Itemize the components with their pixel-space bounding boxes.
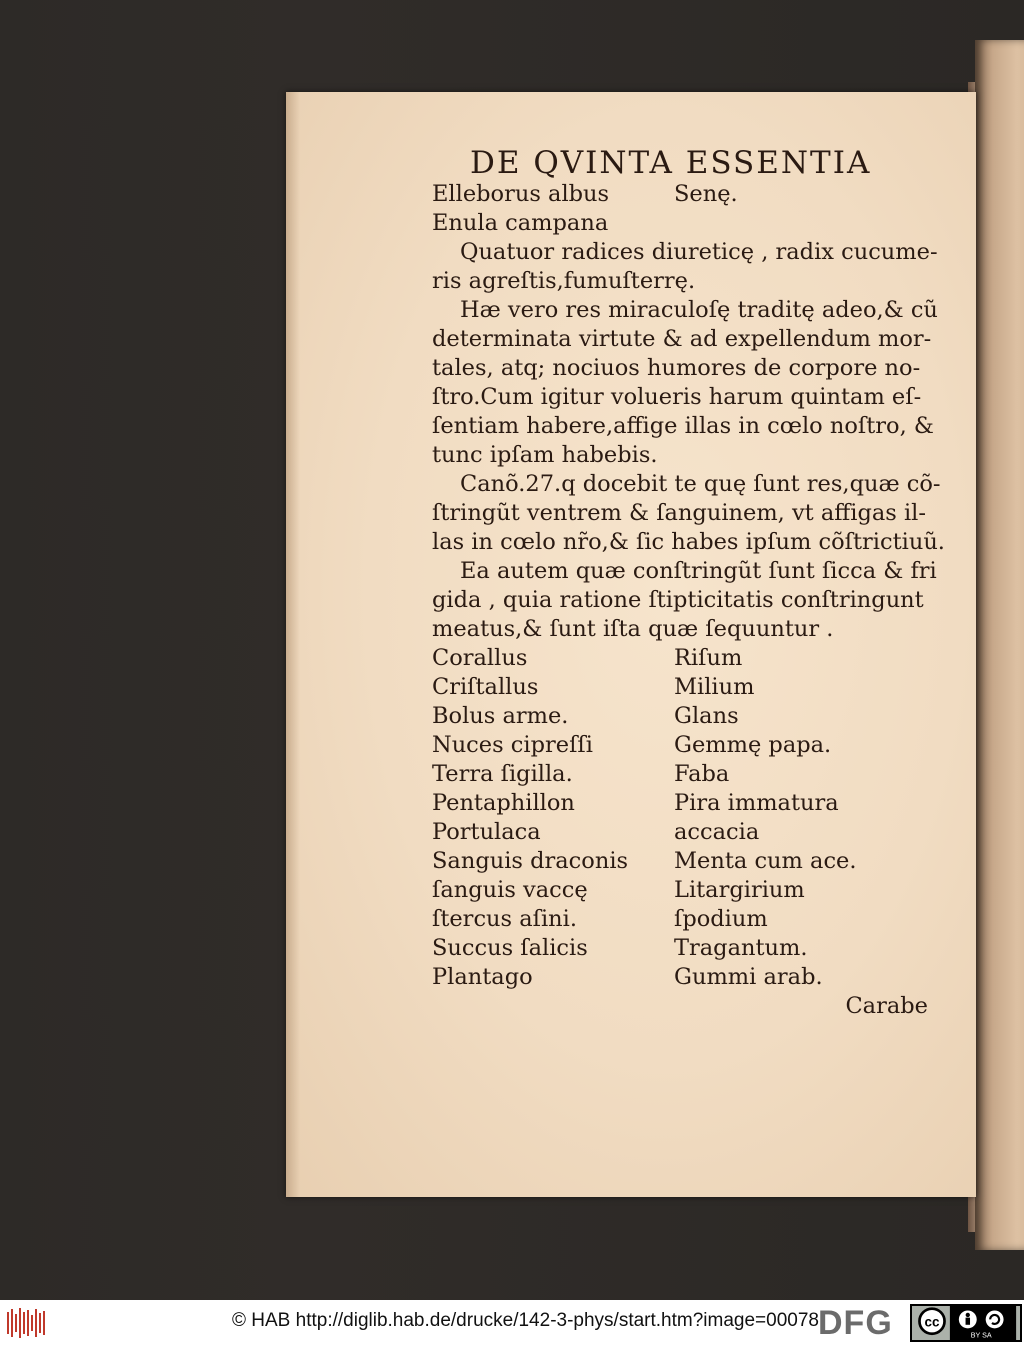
viewer-footer [0,1300,1024,1346]
row-right: Senę. [674,181,738,207]
list-left: Bolus arme. [432,703,569,729]
list-right: Tragantum. [674,935,808,961]
text-line: ris agreſtis,fumuſterrę. [432,268,696,294]
list-left: Sanguis draconis [432,848,629,874]
text-line: determinata virtute & ad expellendum mor- [432,326,932,352]
ingredient-list [432,644,932,992]
book-page [286,92,976,1197]
hab-logo-icon [6,1306,48,1340]
list-left: Nuces cipreſſi [432,732,593,758]
list-right: Gummi arab. [674,964,823,990]
running-heading: DE QVINTA ESSENTIA [470,145,872,181]
list-right: ſpodium [674,906,768,932]
source-link[interactable]: © HAB http://diglib.hab.de/drucke/142-3-phys/start.htm?image=00078 [232,1310,819,1331]
list-left: Pentaphillon [432,790,575,816]
facing-page [975,40,1024,1250]
paragraph [432,296,938,470]
list-item [432,789,932,818]
paragraph [432,557,937,644]
text-line: Canõ.27.q docebit te quę ſunt res,quæ cõ- [460,471,941,497]
text-line: ſtro.Cum igitur volueris harum quintam eſ- [432,384,922,410]
row-left: Enula campana [432,210,609,236]
list-right: Milium [674,674,755,700]
list-right: Riſum [674,645,743,671]
list-left: Portulaca [432,819,541,845]
list-item [432,818,932,847]
dfg-logo[interactable]: DFG [818,1304,893,1342]
list-right: accacia [674,819,760,845]
text-row [432,180,932,209]
list-left: ſanguis vaccę [432,877,588,903]
list-item [432,905,932,934]
list-left: Succus ſalicis [432,935,588,961]
list-item [432,731,932,760]
text-line: meatus,& ſunt iſta quæ ſequuntur . [432,616,834,642]
catchword: Carabe [845,993,928,1019]
page-text [432,145,945,1021]
list-right: Glans [674,703,739,729]
cc-license-label: BY SA [970,1331,992,1340]
list-item [432,760,932,789]
cc-license-icon[interactable] [910,1304,1022,1342]
list-right: Pira immatura [674,790,839,816]
text-line: Ea autem quæ conſtringũt ſunt ſicca & fri [460,558,937,584]
paragraph [432,238,938,296]
list-item [432,963,932,992]
text-line: ſentiam habere,affige illas in cœlo noſtro, & [432,413,934,439]
text-line: Hæ vero res miraculoſę traditę adeo,& cũ [460,297,938,323]
list-left: ſtercus aſini. [432,906,578,932]
list-right: Gemmę papa. [674,732,832,758]
list-right: Faba [674,761,730,787]
paragraph [432,470,945,557]
list-item [432,847,932,876]
list-left: Plantago [432,964,533,990]
list-item [432,702,932,731]
svg-text:cc: cc [924,1314,940,1330]
row-left: Elleborus albus [432,181,610,207]
text-line: tales, atq; nociuos humores de corpore no- [432,355,921,381]
list-item [432,673,932,702]
list-item [432,644,932,673]
text-line: ſtringũt ventrem & ſanguinem, vt affigas il- [432,500,926,526]
list-left: Criſtallus [432,674,539,700]
list-item [432,934,932,963]
list-right: Litargirium [674,877,805,903]
list-right: Menta cum ace. [674,848,857,874]
list-item [432,876,932,905]
text-row [432,209,932,238]
text-line: gida , quia ratione ſtipticitatis conſtringunt [432,587,924,613]
text-line: las in cœlo nr̃o,& ſic habes ipſum cõſtrictiuũ. [432,529,945,555]
text-line: Quatuor radices diureticę , radix cucume- [460,239,938,265]
list-left: Terra ſigilla. [432,761,573,787]
text-line: tunc ipſam habebis. [432,442,658,468]
list-left: Corallus [432,645,528,671]
